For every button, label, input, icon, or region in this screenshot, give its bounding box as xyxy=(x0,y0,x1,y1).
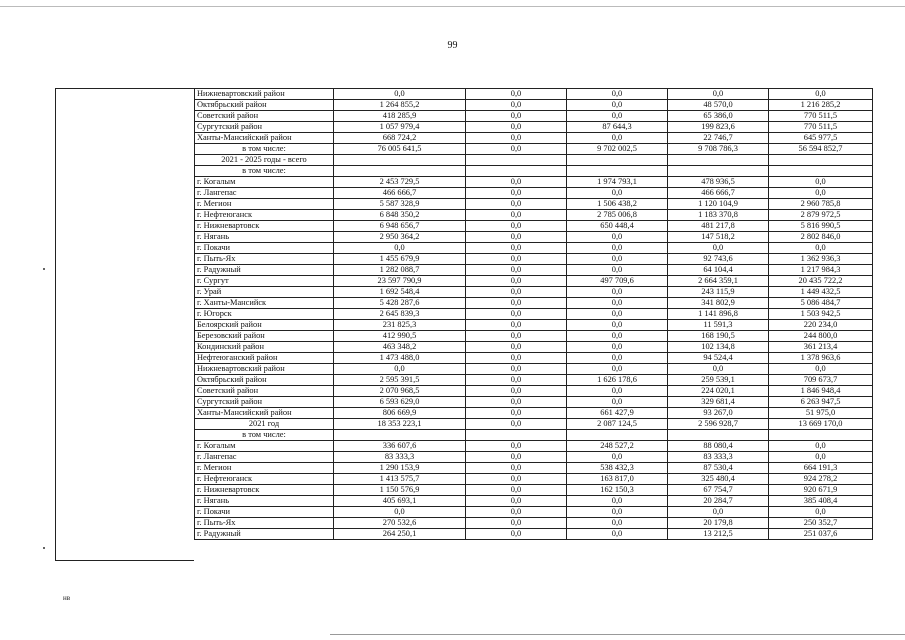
value-cell-col2: 0,0 xyxy=(466,243,567,254)
value-cell-col3: 0,0 xyxy=(567,188,668,199)
value-cell-col5 xyxy=(769,166,873,177)
bottom-scan-edge xyxy=(330,634,905,635)
value-cell-col5: 0,0 xyxy=(769,89,873,100)
value-cell-col5: 13 669 170,0 xyxy=(769,419,873,430)
value-cell-col2: 0,0 xyxy=(466,144,567,155)
value-cell-col5: 924 278,2 xyxy=(769,474,873,485)
value-cell-col4: 92 743,6 xyxy=(668,254,769,265)
value-cell-col4: 466 666,7 xyxy=(668,188,769,199)
value-cell-col1: 463 348,2 xyxy=(334,342,466,353)
page-number: 99 xyxy=(447,40,458,51)
value-cell-col1: 405 693,1 xyxy=(334,496,466,507)
value-cell-col3: 0,0 xyxy=(567,298,668,309)
value-cell-col4: 88 080,4 xyxy=(668,441,769,452)
value-cell-col4: 341 802,9 xyxy=(668,298,769,309)
value-cell-col3: 9 702 002,5 xyxy=(567,144,668,155)
value-cell-col5: 1 216 285,2 xyxy=(769,100,873,111)
value-cell-col4: 2 664 359,1 xyxy=(668,276,769,287)
table-row xyxy=(195,122,873,133)
value-cell-col5: 0,0 xyxy=(769,441,873,452)
margin-mark xyxy=(43,268,45,270)
value-cell-col1: 18 353 223,1 xyxy=(334,419,466,430)
value-cell-col1: 336 607,6 xyxy=(334,441,466,452)
value-cell-col3: 0,0 xyxy=(567,232,668,243)
value-cell-col5: 5 086 484,7 xyxy=(769,298,873,309)
value-cell-col3: 2 785 006,8 xyxy=(567,210,668,221)
value-cell-col4 xyxy=(668,155,769,166)
value-cell-col5 xyxy=(769,155,873,166)
table-row xyxy=(195,177,873,188)
value-cell-col2: 0,0 xyxy=(466,177,567,188)
value-cell-col1: 0,0 xyxy=(334,89,466,100)
row-label: г. Нижневартовск xyxy=(195,485,334,496)
value-cell-col4: 481 217,8 xyxy=(668,221,769,232)
value-cell-col5: 664 191,3 xyxy=(769,463,873,474)
row-label: г. Нефтеюганск xyxy=(195,210,334,221)
value-cell-col3: 162 150,3 xyxy=(567,485,668,496)
value-cell-col3: 0,0 xyxy=(567,507,668,518)
table-row xyxy=(195,342,873,353)
value-cell-col5: 770 511,5 xyxy=(769,122,873,133)
table-row xyxy=(195,89,873,100)
value-cell-col3: 0,0 xyxy=(567,89,668,100)
row-label: г. Радужный xyxy=(195,529,334,540)
value-cell-col4: 83 333,3 xyxy=(668,452,769,463)
value-cell-col5: 1 378 963,6 xyxy=(769,353,873,364)
row-label: Кондинский район xyxy=(195,342,334,353)
value-cell-col3: 0,0 xyxy=(567,386,668,397)
row-label: Советский район xyxy=(195,111,334,122)
value-cell-col2: 0,0 xyxy=(466,111,567,122)
value-cell-col2: 0,0 xyxy=(466,397,567,408)
value-cell-col4: 9 708 786,3 xyxy=(668,144,769,155)
row-label: г. Югорск xyxy=(195,309,334,320)
value-cell-col1: 2 595 391,5 xyxy=(334,375,466,386)
row-label: г. Пыть-Ях xyxy=(195,518,334,529)
table-row xyxy=(195,397,873,408)
value-cell-col4: 147 518,2 xyxy=(668,232,769,243)
value-cell-col1: 1 473 488,0 xyxy=(334,353,466,364)
value-cell-col3 xyxy=(567,166,668,177)
value-cell-col1 xyxy=(334,155,466,166)
value-cell-col4: 259 539,1 xyxy=(668,375,769,386)
value-cell-col1: 270 532,6 xyxy=(334,518,466,529)
value-cell-col2: 0,0 xyxy=(466,232,567,243)
value-cell-col5: 1 846 948,4 xyxy=(769,386,873,397)
value-cell-col3: 0,0 xyxy=(567,518,668,529)
value-cell-col5: 1 449 432,5 xyxy=(769,287,873,298)
value-cell-col2: 0,0 xyxy=(466,309,567,320)
row-label: Сургутский район xyxy=(195,397,334,408)
value-cell-col5: 0,0 xyxy=(769,452,873,463)
value-cell-col5: 51 975,0 xyxy=(769,408,873,419)
value-cell-col4: 1 120 104,9 xyxy=(668,199,769,210)
value-cell-col4: 0,0 xyxy=(668,507,769,518)
value-cell-col1: 1 692 548,4 xyxy=(334,287,466,298)
row-label: г. Ханты-Мансийск xyxy=(195,298,334,309)
value-cell-col3: 0,0 xyxy=(567,452,668,463)
value-cell-col3: 0,0 xyxy=(567,265,668,276)
value-cell-col2: 0,0 xyxy=(466,210,567,221)
value-cell-col3 xyxy=(567,430,668,441)
value-cell-col4: 20 179,8 xyxy=(668,518,769,529)
value-cell-col1: 1 413 575,7 xyxy=(334,474,466,485)
row-label: Нижневартовский район xyxy=(195,89,334,100)
value-cell-col5: 0,0 xyxy=(769,177,873,188)
top-scan-edge xyxy=(0,6,905,7)
table-row xyxy=(195,430,873,441)
value-cell-col5: 2 960 785,8 xyxy=(769,199,873,210)
value-cell-col5: 0,0 xyxy=(769,507,873,518)
table-row xyxy=(195,100,873,111)
footer-code: нв xyxy=(63,594,71,602)
value-cell-col2: 0,0 xyxy=(466,254,567,265)
value-cell-col3: 0,0 xyxy=(567,496,668,507)
value-cell-col5: 0,0 xyxy=(769,243,873,254)
table-row xyxy=(195,276,873,287)
table-row xyxy=(195,507,873,518)
row-label: Октябрьский район xyxy=(195,100,334,111)
value-cell-col4: 87 530,4 xyxy=(668,463,769,474)
value-cell-col5: 20 435 722,2 xyxy=(769,276,873,287)
value-cell-col1: 2 950 364,2 xyxy=(334,232,466,243)
table-row xyxy=(195,287,873,298)
table-row xyxy=(195,298,873,309)
table-row xyxy=(195,419,873,430)
value-cell-col4: 48 570,0 xyxy=(668,100,769,111)
value-cell-col4: 199 823,6 xyxy=(668,122,769,133)
value-cell-col3: 0,0 xyxy=(567,100,668,111)
row-label: Березовский район xyxy=(195,331,334,342)
budget-table xyxy=(194,88,873,540)
value-cell-col3 xyxy=(567,155,668,166)
value-cell-col4: 22 746,7 xyxy=(668,133,769,144)
value-cell-col1: 418 285,9 xyxy=(334,111,466,122)
value-cell-col4: 478 936,5 xyxy=(668,177,769,188)
row-label: г. Пыть-Ях xyxy=(195,254,334,265)
value-cell-col4: 0,0 xyxy=(668,243,769,254)
value-cell-col1: 1 455 679,9 xyxy=(334,254,466,265)
table-row xyxy=(195,331,873,342)
value-cell-col1: 412 990,5 xyxy=(334,331,466,342)
value-cell-col1: 5 428 287,6 xyxy=(334,298,466,309)
value-cell-col1: 5 587 328,9 xyxy=(334,199,466,210)
value-cell-col5: 1 217 984,3 xyxy=(769,265,873,276)
value-cell-col2: 0,0 xyxy=(466,375,567,386)
table-row xyxy=(195,386,873,397)
value-cell-col4: 243 115,9 xyxy=(668,287,769,298)
value-cell-col3: 0,0 xyxy=(567,133,668,144)
value-cell-col5: 709 673,7 xyxy=(769,375,873,386)
value-cell-col3: 1 506 438,2 xyxy=(567,199,668,210)
value-cell-col2: 0,0 xyxy=(466,496,567,507)
row-label: г. Мегион xyxy=(195,463,334,474)
row-label: г. Урай xyxy=(195,287,334,298)
value-cell-col3: 0,0 xyxy=(567,364,668,375)
row-label: Нефтеюганский район xyxy=(195,353,334,364)
value-cell-col3: 538 432,3 xyxy=(567,463,668,474)
value-cell-col2: 0,0 xyxy=(466,221,567,232)
value-cell-col1: 6 593 629,0 xyxy=(334,397,466,408)
value-cell-col3: 0,0 xyxy=(567,397,668,408)
value-cell-col1: 2 453 729,5 xyxy=(334,177,466,188)
value-cell-col5: 920 671,9 xyxy=(769,485,873,496)
left-merged-column-frame xyxy=(55,88,194,561)
table-row xyxy=(195,353,873,364)
table-row xyxy=(195,463,873,474)
table-row xyxy=(195,166,873,177)
row-label: г. Лангепас xyxy=(195,188,334,199)
value-cell-col4: 1 141 896,8 xyxy=(668,309,769,320)
value-cell-col4: 64 104,4 xyxy=(668,265,769,276)
row-label: г. Когалым xyxy=(195,177,334,188)
value-cell-col3: 0,0 xyxy=(567,320,668,331)
value-cell-col1: 1 290 153,9 xyxy=(334,463,466,474)
value-cell-col3: 2 087 124,5 xyxy=(567,419,668,430)
value-cell-col4: 329 681,4 xyxy=(668,397,769,408)
value-cell-col2: 0,0 xyxy=(466,485,567,496)
value-cell-col1: 23 597 790,9 xyxy=(334,276,466,287)
value-cell-col1: 0,0 xyxy=(334,507,466,518)
value-cell-col3: 87 644,3 xyxy=(567,122,668,133)
table-row xyxy=(195,210,873,221)
table-row xyxy=(195,199,873,210)
margin-mark xyxy=(43,547,45,549)
value-cell-col1: 466 666,7 xyxy=(334,188,466,199)
row-label: Сургутский район xyxy=(195,122,334,133)
row-label: 2021 - 2025 годы - всего xyxy=(195,155,334,166)
value-cell-col5: 645 977,5 xyxy=(769,133,873,144)
value-cell-col3: 497 709,6 xyxy=(567,276,668,287)
value-cell-col3: 0,0 xyxy=(567,331,668,342)
table-row xyxy=(195,529,873,540)
value-cell-col2: 0,0 xyxy=(466,188,567,199)
value-cell-col3: 0,0 xyxy=(567,342,668,353)
table-row xyxy=(195,518,873,529)
table-row xyxy=(195,320,873,331)
value-cell-col5: 2 802 846,0 xyxy=(769,232,873,243)
value-cell-col2: 0,0 xyxy=(466,133,567,144)
value-cell-col5: 2 879 972,5 xyxy=(769,210,873,221)
row-label: г. Когалым xyxy=(195,441,334,452)
value-cell-col3: 650 448,4 xyxy=(567,221,668,232)
value-cell-col1: 2 070 968,5 xyxy=(334,386,466,397)
value-cell-col2: 0,0 xyxy=(466,474,567,485)
value-cell-col1: 1 282 088,7 xyxy=(334,265,466,276)
value-cell-col2: 0,0 xyxy=(466,364,567,375)
value-cell-col3: 0,0 xyxy=(567,353,668,364)
value-cell-col3: 248 527,2 xyxy=(567,441,668,452)
value-cell-col4: 0,0 xyxy=(668,89,769,100)
row-label: Нижневартовский район xyxy=(195,364,334,375)
value-cell-col4: 102 134,8 xyxy=(668,342,769,353)
value-cell-col2: 0,0 xyxy=(466,320,567,331)
value-cell-col4: 94 524,4 xyxy=(668,353,769,364)
value-cell-col2: 0,0 xyxy=(466,353,567,364)
value-cell-col1: 2 645 839,3 xyxy=(334,309,466,320)
value-cell-col1: 1 057 979,4 xyxy=(334,122,466,133)
value-cell-col5: 1 362 936,3 xyxy=(769,254,873,265)
table-row xyxy=(195,441,873,452)
value-cell-col2: 0,0 xyxy=(466,342,567,353)
table-row xyxy=(195,452,873,463)
value-cell-col1 xyxy=(334,430,466,441)
value-cell-col1: 76 005 641,5 xyxy=(334,144,466,155)
row-label: г. Лангепас xyxy=(195,452,334,463)
value-cell-col5: 250 352,7 xyxy=(769,518,873,529)
value-cell-col2: 0,0 xyxy=(466,199,567,210)
value-cell-col2: 0,0 xyxy=(466,463,567,474)
value-cell-col2: 0,0 xyxy=(466,386,567,397)
table-row xyxy=(195,375,873,386)
row-label: г. Покачи xyxy=(195,507,334,518)
value-cell-col4: 0,0 xyxy=(668,364,769,375)
value-cell-col3: 0,0 xyxy=(567,254,668,265)
row-label: Октябрьский район xyxy=(195,375,334,386)
value-cell-col1: 668 724,2 xyxy=(334,133,466,144)
value-cell-col1 xyxy=(334,166,466,177)
value-cell-col2: 0,0 xyxy=(466,122,567,133)
value-cell-col5: 56 594 852,7 xyxy=(769,144,873,155)
value-cell-col2: 0,0 xyxy=(466,89,567,100)
budget-table-body xyxy=(195,89,873,540)
value-cell-col2: 0,0 xyxy=(466,100,567,111)
value-cell-col5: 770 511,5 xyxy=(769,111,873,122)
value-cell-col1: 264 250,1 xyxy=(334,529,466,540)
value-cell-col2: 0,0 xyxy=(466,265,567,276)
value-cell-col2: 0,0 xyxy=(466,276,567,287)
value-cell-col4 xyxy=(668,166,769,177)
table-row xyxy=(195,485,873,496)
value-cell-col4: 325 480,4 xyxy=(668,474,769,485)
value-cell-col3: 661 427,9 xyxy=(567,408,668,419)
value-cell-col1: 0,0 xyxy=(334,243,466,254)
value-cell-col1: 83 333,3 xyxy=(334,452,466,463)
value-cell-col5: 251 037,6 xyxy=(769,529,873,540)
value-cell-col2 xyxy=(466,155,567,166)
value-cell-col5: 244 800,0 xyxy=(769,331,873,342)
table-row xyxy=(195,408,873,419)
value-cell-col2 xyxy=(466,430,567,441)
value-cell-col5: 220 234,0 xyxy=(769,320,873,331)
value-cell-col2: 0,0 xyxy=(466,441,567,452)
value-cell-col1: 6 848 350,2 xyxy=(334,210,466,221)
value-cell-col1: 6 948 656,7 xyxy=(334,221,466,232)
value-cell-col3: 0,0 xyxy=(567,111,668,122)
row-label: г. Сургут xyxy=(195,276,334,287)
value-cell-col1: 806 669,9 xyxy=(334,408,466,419)
row-label: г. Мегион xyxy=(195,199,334,210)
value-cell-col1: 0,0 xyxy=(334,364,466,375)
row-label: г. Покачи xyxy=(195,243,334,254)
value-cell-col3: 0,0 xyxy=(567,529,668,540)
value-cell-col5: 0,0 xyxy=(769,188,873,199)
row-label: 2021 год xyxy=(195,419,334,430)
value-cell-col2: 0,0 xyxy=(466,408,567,419)
row-label: в том числе: xyxy=(195,144,334,155)
table-row xyxy=(195,265,873,276)
value-cell-col3: 163 817,0 xyxy=(567,474,668,485)
value-cell-col4: 67 754,7 xyxy=(668,485,769,496)
row-label: г. Нефтеюганск xyxy=(195,474,334,485)
value-cell-col2: 0,0 xyxy=(466,331,567,342)
table-row xyxy=(195,474,873,485)
value-cell-col2: 0,0 xyxy=(466,507,567,518)
table-row xyxy=(195,254,873,265)
table-row xyxy=(195,243,873,254)
value-cell-col5: 6 263 947,5 xyxy=(769,397,873,408)
value-cell-col4: 2 596 928,7 xyxy=(668,419,769,430)
row-label: г. Радужный xyxy=(195,265,334,276)
value-cell-col1: 1 150 576,9 xyxy=(334,485,466,496)
row-label: в том числе: xyxy=(195,430,334,441)
value-cell-col4: 1 183 370,8 xyxy=(668,210,769,221)
table-row xyxy=(195,133,873,144)
value-cell-col5: 1 503 942,5 xyxy=(769,309,873,320)
table-row xyxy=(195,188,873,199)
row-label: Советский район xyxy=(195,386,334,397)
row-label: Белоярский район xyxy=(195,320,334,331)
table-row xyxy=(195,364,873,375)
row-label: Ханты-Мансийский район xyxy=(195,408,334,419)
table-row xyxy=(195,221,873,232)
value-cell-col4: 168 190,5 xyxy=(668,331,769,342)
value-cell-col4: 65 386,0 xyxy=(668,111,769,122)
value-cell-col4: 13 212,5 xyxy=(668,529,769,540)
value-cell-col3: 0,0 xyxy=(567,309,668,320)
value-cell-col3: 0,0 xyxy=(567,243,668,254)
value-cell-col5: 361 213,4 xyxy=(769,342,873,353)
table-row xyxy=(195,232,873,243)
table-row xyxy=(195,496,873,507)
value-cell-col2: 0,0 xyxy=(466,452,567,463)
value-cell-col2: 0,0 xyxy=(466,287,567,298)
value-cell-col1: 231 825,3 xyxy=(334,320,466,331)
table-row xyxy=(195,155,873,166)
value-cell-col2: 0,0 xyxy=(466,529,567,540)
value-cell-col5 xyxy=(769,430,873,441)
value-cell-col4: 20 284,7 xyxy=(668,496,769,507)
value-cell-col5: 0,0 xyxy=(769,364,873,375)
value-cell-col3: 0,0 xyxy=(567,287,668,298)
value-cell-col1: 1 264 855,2 xyxy=(334,100,466,111)
value-cell-col4 xyxy=(668,430,769,441)
table-row xyxy=(195,144,873,155)
row-label: Ханты-Мансийский район xyxy=(195,133,334,144)
value-cell-col5: 5 816 990,5 xyxy=(769,221,873,232)
value-cell-col3: 1 626 178,6 xyxy=(567,375,668,386)
table-row xyxy=(195,111,873,122)
row-label: г. Нижневартовск xyxy=(195,221,334,232)
value-cell-col2: 0,0 xyxy=(466,298,567,309)
value-cell-col4: 11 591,3 xyxy=(668,320,769,331)
value-cell-col3: 1 974 793,1 xyxy=(567,177,668,188)
table-row xyxy=(195,309,873,320)
row-label: г. Нягань xyxy=(195,232,334,243)
value-cell-col2: 0,0 xyxy=(466,518,567,529)
value-cell-col4: 93 267,0 xyxy=(668,408,769,419)
row-label: г. Нягань xyxy=(195,496,334,507)
value-cell-col5: 385 408,4 xyxy=(769,496,873,507)
value-cell-col2 xyxy=(466,166,567,177)
row-label: в том числе: xyxy=(195,166,334,177)
value-cell-col4: 224 020,1 xyxy=(668,386,769,397)
value-cell-col2: 0,0 xyxy=(466,419,567,430)
